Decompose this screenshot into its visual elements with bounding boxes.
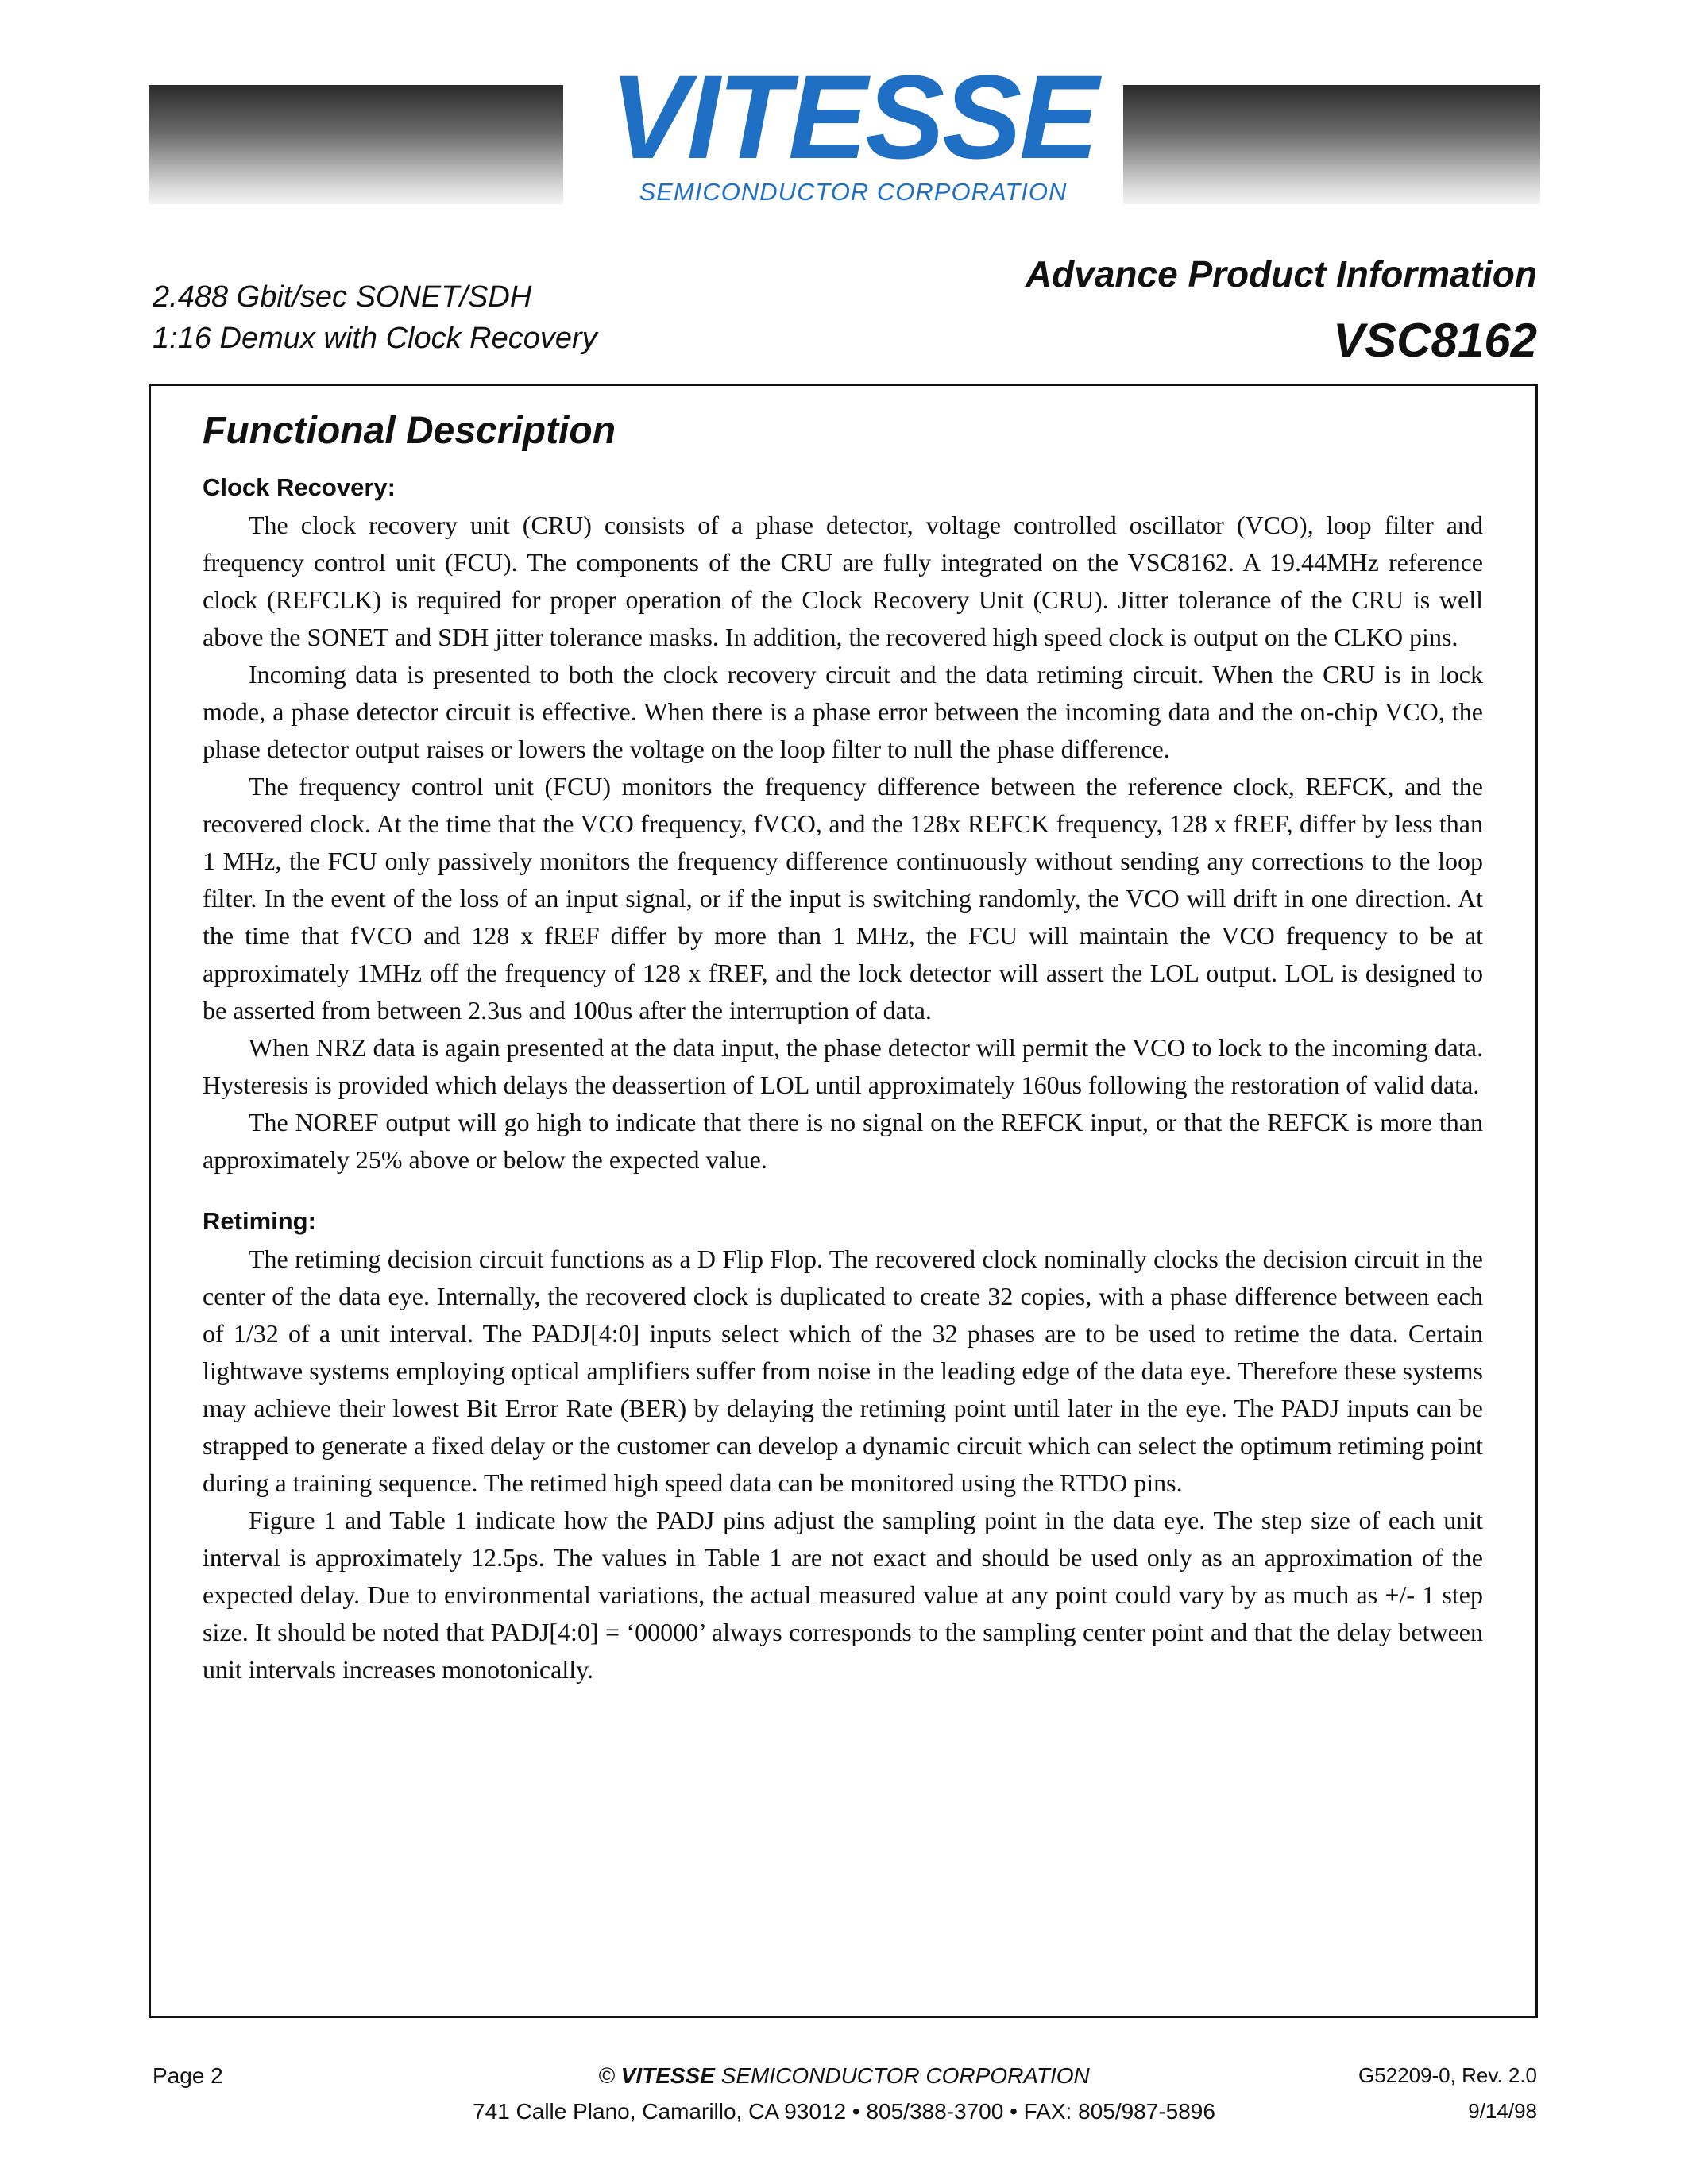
copyright-symbol: © <box>598 2063 615 2088</box>
part-number: VSC8162 <box>1333 314 1537 367</box>
company-logo: VITESSE <box>609 50 1097 183</box>
clock-recovery-paragraph-5: The NOREF output will go high to indicate that there is no signal on the REFCK input, or that the REFCK is more than approximately 25% above or below the expected value. <box>203 1108 1483 1174</box>
footer-company-bold: VITESSE <box>620 2063 715 2088</box>
product-line-1: 2.488 Gbit/sec SONET/SDH <box>153 280 532 314</box>
section-title: Functional Description <box>203 410 616 452</box>
page-number: Page 2 <box>153 2063 223 2088</box>
document-number: G52209-0, Rev. 2.0 <box>1358 2063 1537 2087</box>
footer-address: 741 Calle Plano, Camarillo, CA 93012 • 805/388-3700 • FAX: 805/987-5896 <box>473 2099 1215 2124</box>
product-line-2: 1:16 Demux with Clock Recovery <box>153 322 597 355</box>
clock-recovery-paragraph-4: When NRZ data is again presented at the data input, the phase detector will permit the VCO to lock to the incoming data. Hysteresis is provided which delays the deassertion of LOL until approximately 160us following the restoration of valid data. <box>203 1033 1483 1099</box>
retiming-heading: Retiming: <box>203 1207 316 1235</box>
clock-recovery-paragraph-2: Incoming data is presented to both the clock recovery circuit and the data retiming circuit. When the CRU is in lock mode, a phase detector circuit is effective. When there is a phase error between the incoming data and the on-chip VCO, the phase detector output raises or lowers the voltage on the loop filter to null the phase difference. <box>203 660 1483 763</box>
header-gradient-bar-left <box>149 85 563 204</box>
retiming-paragraph-2: Figure 1 and Table 1 indicate how the PADJ pins adjust the sampling point in the data eye. The step size of each unit interval is approximately 12.5ps. The values in Table 1 are not exact and should be used only as an approximation of the expected delay. Due to environmental variations, the actual measured value at any point could vary by as much as +/- 1 step size. It should be noted that PADJ[4:0] = ‘00000’ always corresponds to the sampling center point and that the delay between unit intervals increases monotonically. <box>203 1506 1483 1684</box>
header-gradient-bar-right <box>1123 85 1540 204</box>
company-logo-subtitle: SEMICONDUCTOR CORPORATION <box>639 178 1068 206</box>
clock-recovery-paragraph-3: The frequency control unit (FCU) monitors the frequency difference between the reference clock, REFCK, and the recovered clock. At the time that the VCO frequency, fVCO, and the 128x REFCK frequency, 128 x fREF, differ by less than 1 MHz, the FCU only passively monitors the frequency difference continuously without sending any corrections to the loop filter. In the event of the loss of an input signal, or if the input is switching randomly, the VCO will drift in one direction. At the time that fVCO and 128 x fREF differ by more than 1 MHz, the FCU will maintain the VCO frequency to be at approximately 1MHz off the frequency of 128 x fREF, and the lock detector will assert the LOL output. LOL is designed to be asserted from between 2.3us and 100us after the interruption of data. <box>203 772 1483 1024</box>
main-content <box>203 409 1483 1688</box>
document-date: 9/14/98 <box>1468 2099 1537 2123</box>
retiming-paragraph-1: The retiming decision circuit functions as a D Flip Flop. The recovered clock nominally clocks the decision circuit in the center of the data eye. Internally, the recovered clock is duplicated to create 32 copies, with a phase difference between each of 1/32 of a unit interval. The PADJ[4:0] inputs select which of the 32 phases are to be used to retime the data. Certain lightwave systems employing optical amplifiers suffer from noise in the leading edge of the data eye. Therefore these systems may achieve their lowest Bit Error Rate (BER) by delaying the retiming point until later in the eye. The PADJ inputs can be strapped to generate a fixed delay or the customer can develop a dynamic circuit which can select the optimum retiming point during a training sequence. The retimed high speed data can be monitored using the RTDO pins. <box>203 1244 1483 1497</box>
product-description <box>153 276 597 359</box>
document-type: Advance Product Information <box>1025 253 1537 295</box>
footer-company-rest: SEMICONDUCTOR CORPORATION <box>720 2063 1090 2088</box>
clock-recovery-paragraph-1: The clock recovery unit (CRU) consists of a phase detector, voltage controlled oscillator (VCO), loop filter and frequency control unit (FCU). The components of the CRU are fully integrated on the VSC8162. A 19.44MHz reference clock (REFCLK) is required for proper operation of the Clock Recovery Unit (CRU). Jitter tolerance of the CRU is well above the SONET and SDH jitter tolerance masks. In addition, the recovered high speed clock is output on the CLKO pins. <box>203 511 1483 651</box>
clock-recovery-heading: Clock Recovery: <box>203 473 396 501</box>
